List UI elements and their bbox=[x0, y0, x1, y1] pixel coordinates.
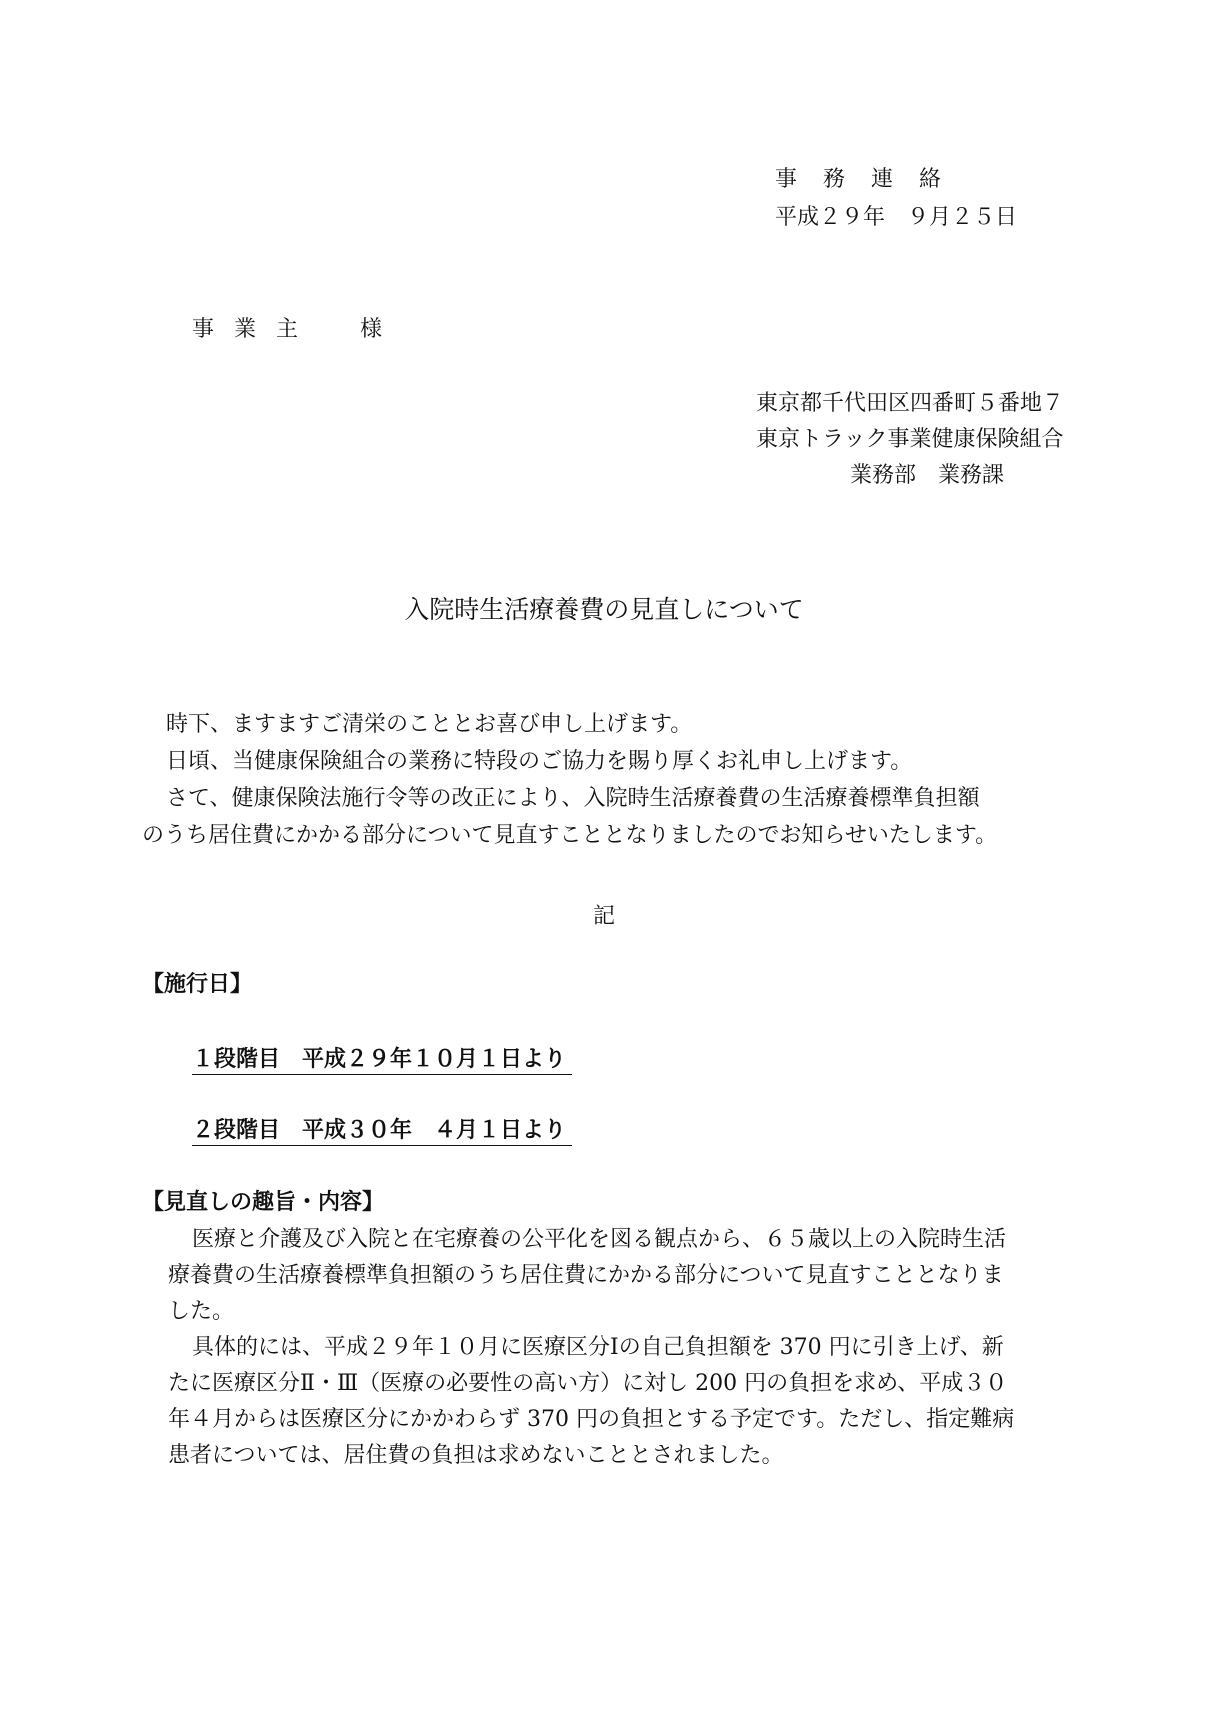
sender-address: 東京都千代田区四番町５番地７ bbox=[756, 391, 1065, 416]
purpose-line: した。 bbox=[168, 1299, 235, 1324]
purpose-paragraph bbox=[168, 1222, 1108, 1474]
purpose-heading: 【見直しの趣旨・内容】 bbox=[142, 1190, 385, 1215]
effective-stage-1: １段階目 平成２９年１０月１日より bbox=[192, 1047, 572, 1075]
ki-marker: 記 bbox=[592, 904, 615, 929]
notice-date: 平成２９年 ９月２５日 bbox=[775, 205, 1018, 230]
sender-block bbox=[756, 386, 1096, 494]
greeting-paragraph bbox=[142, 706, 1102, 854]
notice-type: 事務連絡 bbox=[775, 167, 968, 192]
greeting-line: 日頃、当健康保険組合の業務に特段のご協力を賜り厚くお礼申し上げます。 bbox=[166, 749, 913, 774]
purpose-line: 年４月からは医療区分にかかわらず 370 円の負担とする予定です。ただし、指定難病 bbox=[168, 1407, 1015, 1432]
effective-stage-2: ２段階目 平成３０年 ４月１日より bbox=[192, 1118, 572, 1146]
greeting-line: のうち居住費にかかる部分について見直すこととなりましたのでお知らせいたします。 bbox=[142, 823, 998, 848]
purpose-line: 医療と介護及び入院と在宅療養の公平化を図る観点から、６５歳以上の入院時生活 bbox=[192, 1227, 1007, 1252]
sender-department: 業務部 業務課 bbox=[850, 463, 1005, 488]
sender-organization: 東京トラック事業健康保険組合 bbox=[756, 427, 1064, 452]
purpose-line: 療養費の生活療養標準負担額のうち居住費にかかる部分について見直すこととなりま bbox=[168, 1263, 1004, 1288]
greeting-line: 時下、ますますご清栄のこととお喜び申し上げます。 bbox=[166, 712, 693, 737]
addressee: 事業主 様 bbox=[192, 317, 403, 342]
purpose-line: 患者については、居住費の負担は求めないこととされました。 bbox=[168, 1443, 784, 1468]
effective-date-heading: 【施行日】 bbox=[142, 972, 253, 997]
purpose-line: 具体的には、平成２９年１０月に医療区分Ⅰの自己負担額を 370 円に引き上げ、新 bbox=[192, 1335, 1004, 1360]
greeting-line: さて、健康保険法施行令等の改正により、入院時生活療養費の生活療養標準負担額 bbox=[166, 786, 980, 811]
document-title: 入院時生活療養費の見直しについて bbox=[404, 595, 804, 624]
purpose-line: たに医療区分Ⅱ・Ⅲ（医療の必要性の高い方）に対し 200 円の負担を求め、平成３０ bbox=[168, 1371, 1008, 1396]
